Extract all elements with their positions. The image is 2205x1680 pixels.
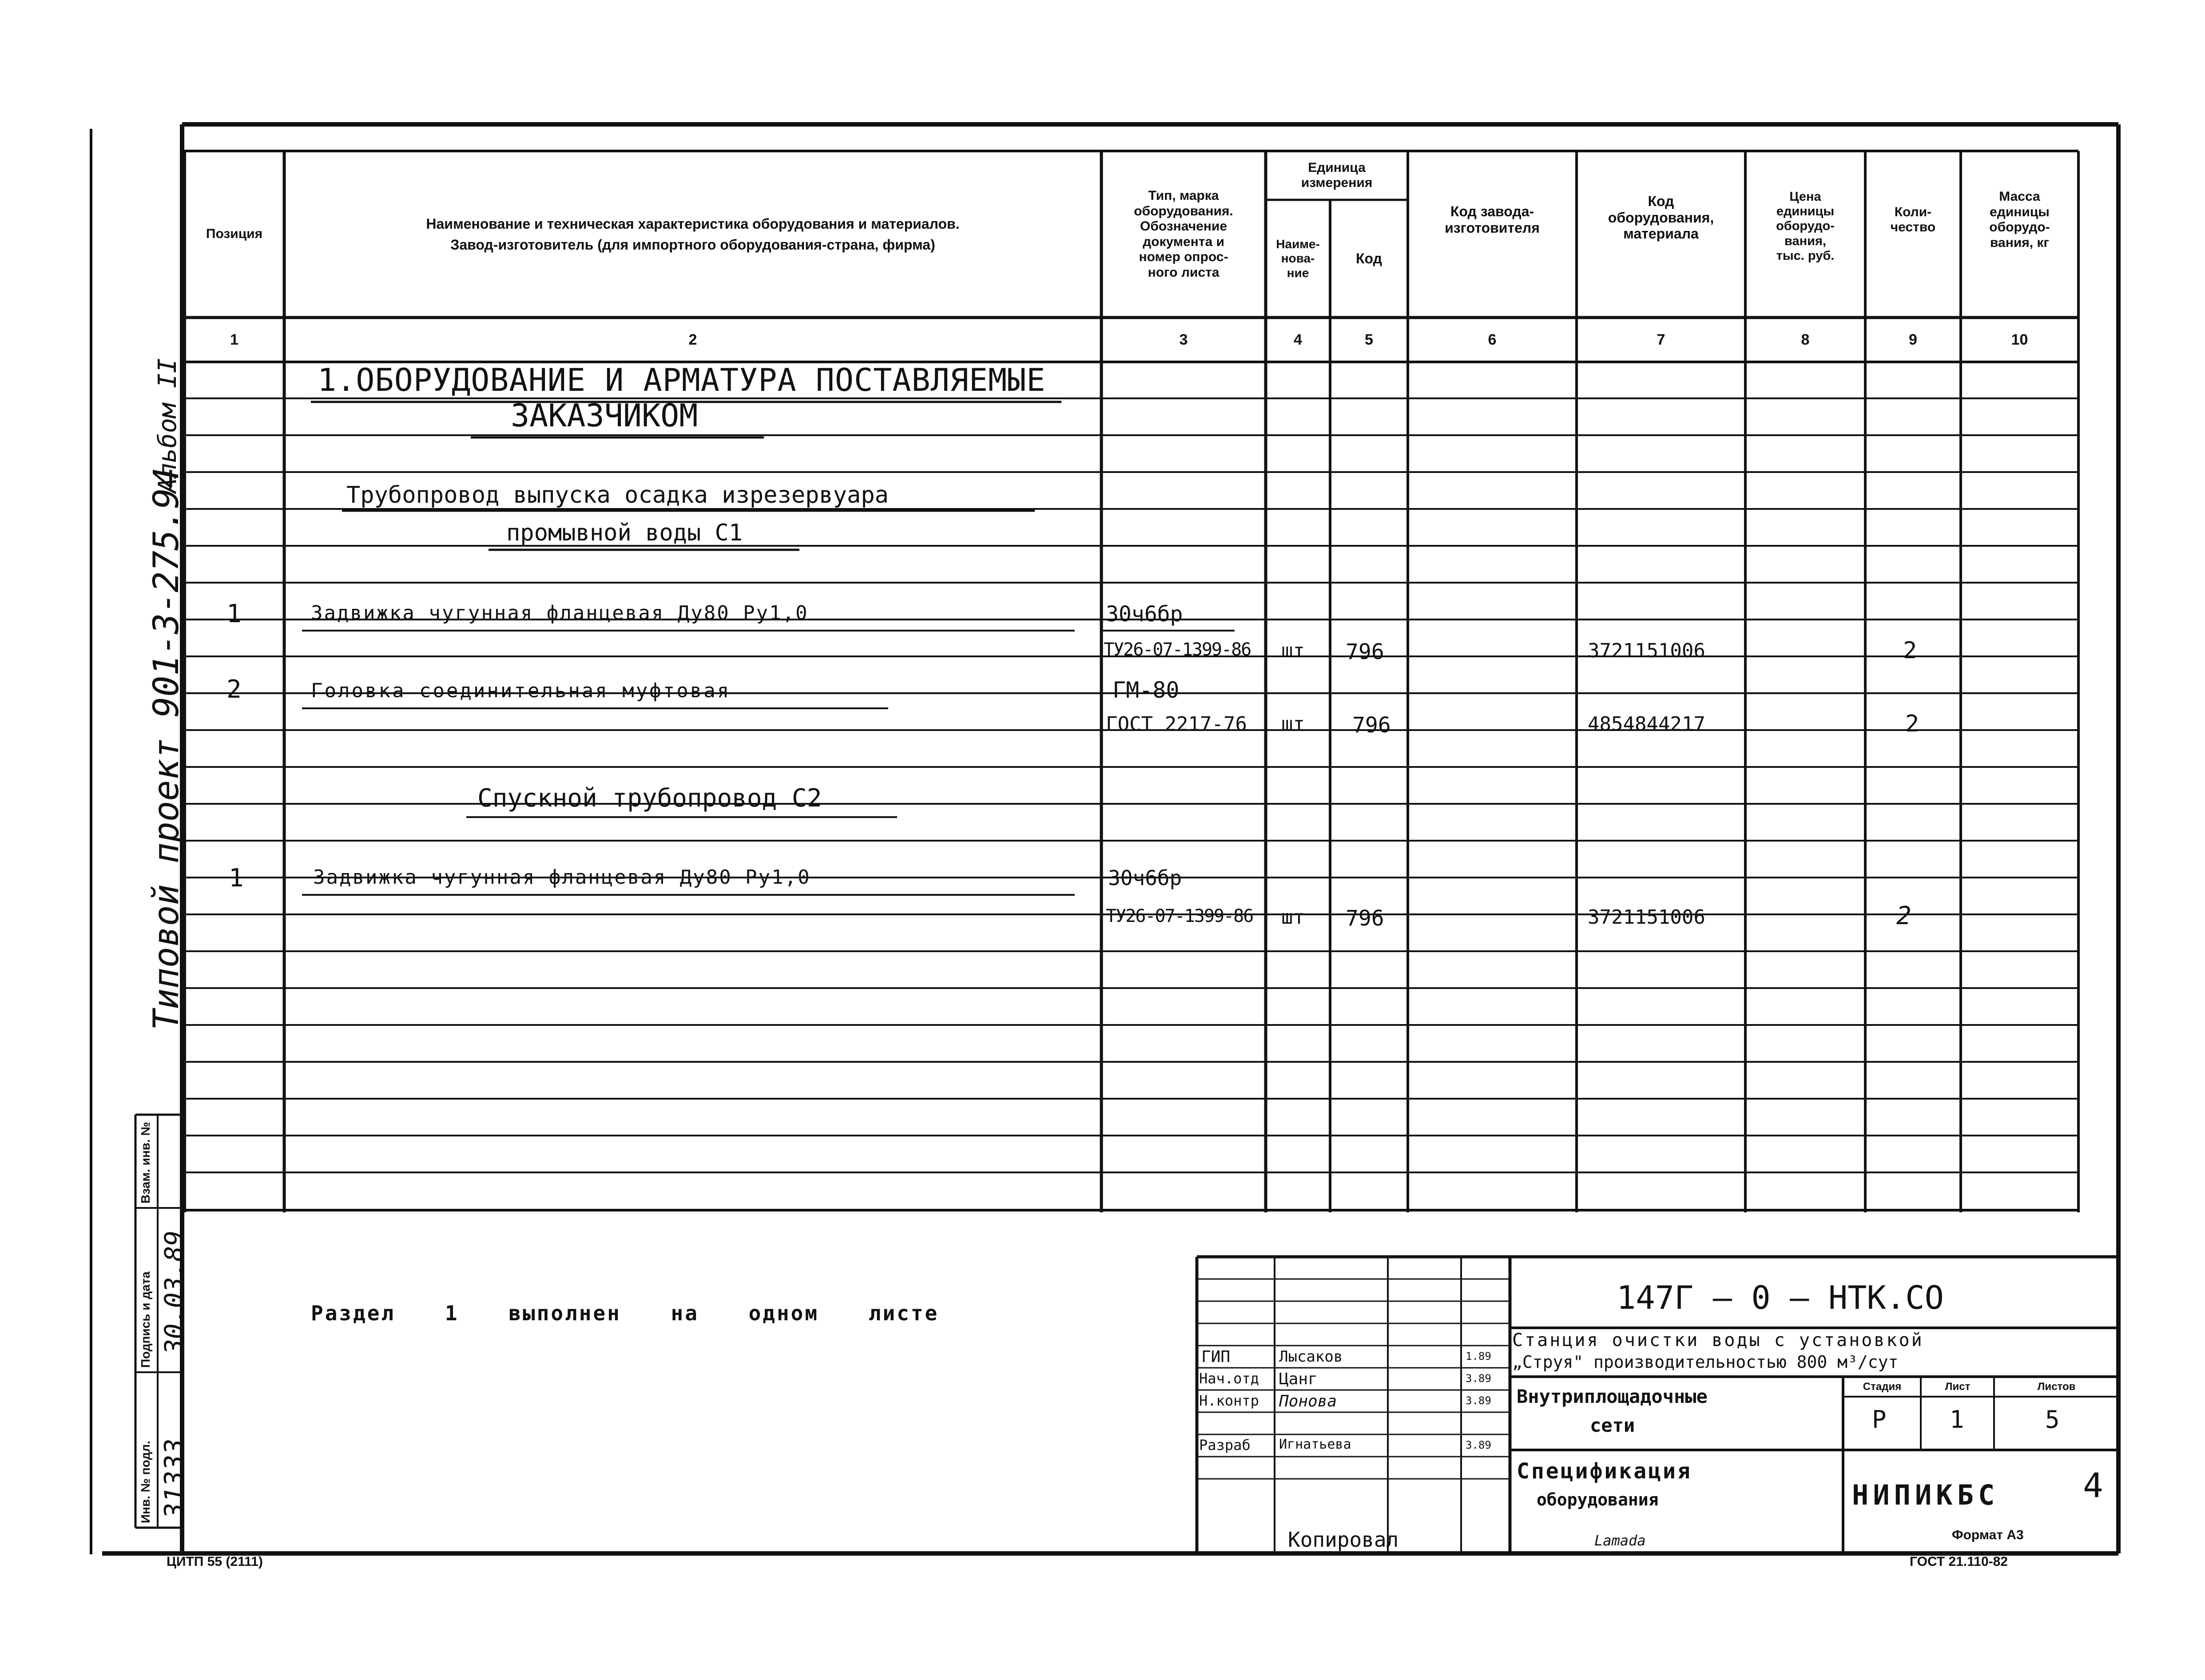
item-document: ТУ26-07-1399-86 bbox=[1104, 639, 1251, 660]
header-name bbox=[286, 153, 1099, 315]
col-number-6: 6 bbox=[1488, 331, 1497, 348]
item-type: ГМ-80 bbox=[1112, 677, 1180, 703]
role-label: Разраб bbox=[1199, 1437, 1251, 1454]
role-date: 3.89 bbox=[1466, 1372, 1491, 1385]
item-name: Головка соединительная муфтовая bbox=[311, 679, 731, 702]
section-name-line1: Внутриплощадочные bbox=[1517, 1386, 1708, 1407]
inv-label: Инв. № подл. bbox=[139, 1441, 152, 1523]
organization: НИПИКБС bbox=[1852, 1479, 1999, 1511]
item-name: Задвижка чугунная фланцевая Ду80 Ру1,0 bbox=[311, 602, 809, 624]
role-name: Лысаков bbox=[1279, 1348, 1343, 1366]
copied-label: Копировал bbox=[1288, 1528, 1399, 1552]
sign-value: 30.03.89 bbox=[159, 1230, 189, 1354]
section-name-line2: сети bbox=[1590, 1414, 1635, 1436]
header-type: Тип, марка оборудования. Обозначение документа и номер опрос- ного листа bbox=[1134, 188, 1233, 280]
sheet-value: 1 bbox=[1950, 1406, 1964, 1434]
header-unit-name: Наиме- нова- ние bbox=[1276, 237, 1320, 280]
item-code: 3721151006 bbox=[1588, 639, 1705, 662]
item-unit: шт bbox=[1281, 713, 1305, 735]
item-unit-code: 796 bbox=[1346, 639, 1384, 664]
col-number-2: 2 bbox=[688, 331, 697, 348]
item-type: 30ч6бр bbox=[1106, 602, 1183, 627]
subsection-title-1-line1: Трубопровод выпуска осадка изрезервуара bbox=[346, 482, 889, 508]
header-price: Цена единицы оборудо- вания, тыс. руб. bbox=[1776, 189, 1835, 263]
corner-mark: 4 bbox=[2083, 1466, 2103, 1505]
col-number-8: 8 bbox=[1801, 331, 1810, 348]
object-title-line1: Станция очистки воды с установкой bbox=[1512, 1330, 1924, 1350]
col-number-7: 7 bbox=[1657, 331, 1665, 348]
document-code: 147Г – 0 – НТК.СО bbox=[1617, 1279, 1944, 1316]
subsection-title-1-line2: промывной воды С1 bbox=[506, 520, 743, 546]
item-code: 4854844217 bbox=[1588, 713, 1705, 735]
item-position: 1 bbox=[229, 864, 244, 893]
item-quantity: 2 bbox=[1896, 902, 1911, 930]
header-name-line1: Наименование и техническая характеристика оборудования и материалов. bbox=[426, 215, 960, 232]
document-name-line1: Спецификация bbox=[1517, 1459, 1692, 1484]
item-unit-code: 796 bbox=[1352, 713, 1391, 738]
col-number-3: 3 bbox=[1179, 331, 1188, 348]
stage-label: Стадия bbox=[1863, 1381, 1902, 1393]
item-position: 2 bbox=[226, 675, 242, 704]
section-title-line2: ЗАКАЗЧИКОМ bbox=[511, 397, 698, 434]
section-note: Раздел 1 выполнен на одном листе bbox=[311, 1301, 939, 1325]
document-name-line2: оборудования bbox=[1537, 1490, 1659, 1509]
item-unit: шт bbox=[1281, 639, 1305, 662]
header-equipment-code: Код оборудования, материала bbox=[1608, 193, 1714, 242]
item-name: Задвижка чугунная фланцевая Ду80 Ру1,0 bbox=[313, 866, 811, 889]
role-date: 3.89 bbox=[1466, 1439, 1491, 1451]
role-name: Игнатьева bbox=[1279, 1437, 1351, 1452]
header-quantity: Коли- чество bbox=[1890, 204, 1936, 234]
header-manufacturer-code: Код завода- изготовителя bbox=[1445, 203, 1540, 236]
footer-left-code: ЦИТП 55 (2111) bbox=[167, 1554, 263, 1569]
role-date: 1.89 bbox=[1466, 1350, 1491, 1362]
header-mass: Масса единицы оборудо- вания, кг bbox=[1989, 189, 2050, 250]
role-label: Нач.отд bbox=[1199, 1370, 1259, 1387]
item-type: 30ч6бр bbox=[1108, 866, 1182, 890]
item-position: 1 bbox=[226, 600, 242, 628]
col-number-1: 1 bbox=[230, 331, 238, 348]
copied-signature: Lamada bbox=[1594, 1532, 1646, 1549]
header-unit-code: Код bbox=[1356, 250, 1382, 267]
item-quantity: 2 bbox=[1905, 711, 1919, 737]
item-document: ТУ26-07-1399-86 bbox=[1106, 906, 1253, 926]
header-unit: Единица измерения bbox=[1301, 160, 1373, 190]
sign-label: Подпись и дата bbox=[139, 1271, 152, 1368]
project-label: Типовой проект 901-3-275.94 bbox=[147, 467, 187, 1030]
object-title-line2: „Струя" производительностью 800 м³/сут bbox=[1512, 1352, 1899, 1372]
col-number-4: 4 bbox=[1294, 331, 1302, 348]
header-name-line2: Завод-изготовитель (для импортного оборудования-страна, фирма) bbox=[450, 236, 935, 253]
sheets-value: 5 bbox=[2045, 1406, 2060, 1434]
item-code: 3721151006 bbox=[1588, 906, 1705, 929]
section-title-line1: 1.ОБОРУДОВАНИЕ И АРМАТУРА ПОСТАВЛЯЕМЫЕ bbox=[318, 362, 1046, 398]
stage-value: Р bbox=[1872, 1406, 1887, 1434]
format-label: Формат А3 bbox=[1952, 1528, 2024, 1542]
gost-label: ГОСТ 21.110-82 bbox=[1910, 1554, 2008, 1569]
col-number-9: 9 bbox=[1909, 331, 1917, 348]
replace-label: Взам. инв. № bbox=[139, 1122, 152, 1203]
subsection-title-2: Спускной трубопровод С2 bbox=[477, 784, 822, 813]
item-unit: шт bbox=[1281, 906, 1305, 929]
role-name: Цанг bbox=[1279, 1370, 1318, 1388]
col-number-5: 5 bbox=[1365, 331, 1373, 348]
sheets-label: Листов bbox=[2037, 1381, 2076, 1393]
role-name: Понова bbox=[1279, 1392, 1337, 1410]
item-quantity: 2 bbox=[1903, 637, 1917, 664]
album-label: Альбом II bbox=[153, 358, 182, 493]
item-document: ГОСТ 2217-76 bbox=[1106, 713, 1247, 735]
header-position: Позиция bbox=[206, 226, 263, 242]
sheet-label: Лист bbox=[1945, 1381, 1971, 1393]
role-date: 3.89 bbox=[1466, 1394, 1491, 1407]
col-number-10: 10 bbox=[2011, 331, 2028, 348]
inv-value: 31333 bbox=[159, 1438, 190, 1519]
item-unit-code: 796 bbox=[1346, 906, 1384, 931]
role-label: Н.контр bbox=[1199, 1392, 1259, 1409]
role-label: ГИП bbox=[1201, 1348, 1231, 1366]
